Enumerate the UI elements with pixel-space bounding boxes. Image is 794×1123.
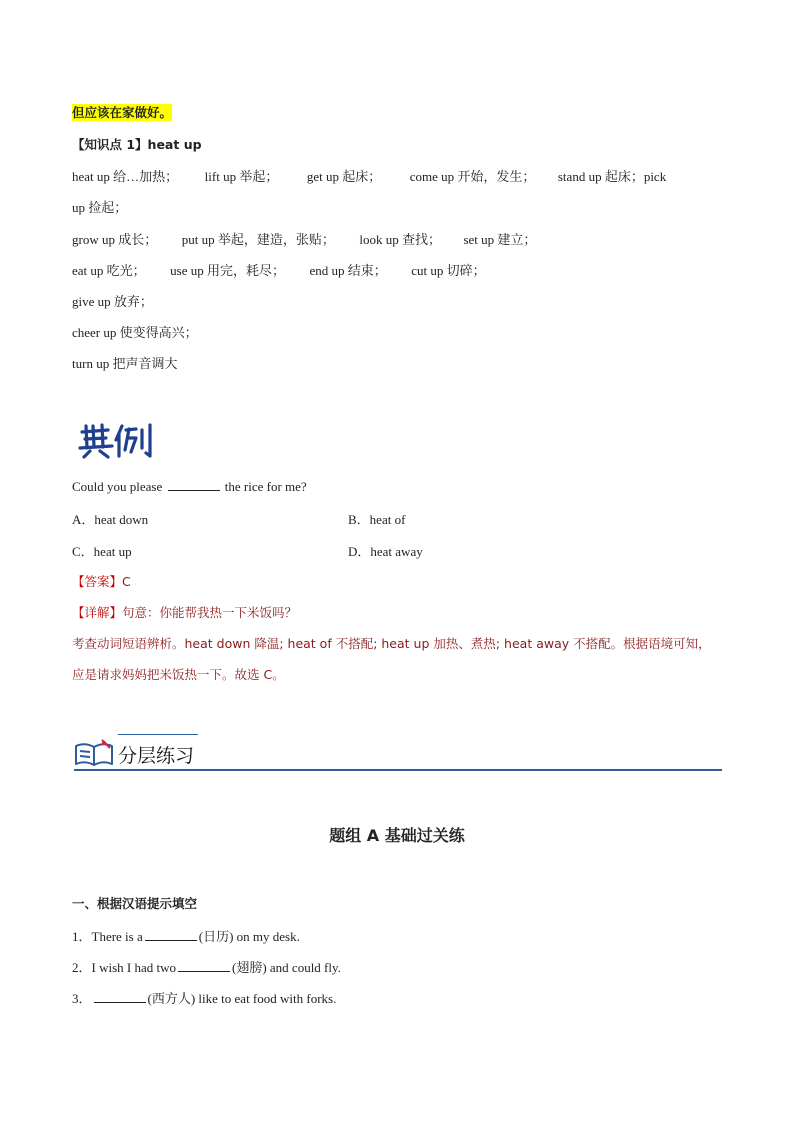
detail-line xyxy=(72,603,297,621)
phrase: end up 结束； xyxy=(309,263,387,278)
highlighted-note xyxy=(72,103,172,121)
item-number: 3． xyxy=(72,991,92,1006)
phrase: eat up 吃光； xyxy=(72,263,146,278)
item-text: (日历) on my desk. xyxy=(198,929,300,944)
item-number: 1．There is a xyxy=(72,929,143,944)
knowledge-row-1 xyxy=(72,166,666,185)
knowledge-row-2 xyxy=(72,197,127,216)
knowledge-row-4 xyxy=(72,260,486,279)
phrase: look up 查找； xyxy=(359,232,441,247)
phrase: get up 起床； xyxy=(306,169,382,184)
knowledge-row-6: cheer up 使变得高兴； xyxy=(72,325,198,340)
answer-value: C xyxy=(122,574,131,589)
option-c[interactable]: C．heat up xyxy=(72,544,132,559)
answer-blank[interactable] xyxy=(178,959,230,972)
section-title: 分层练习 xyxy=(118,745,195,767)
knowledge-row-3 xyxy=(72,229,536,248)
phrase: cut up 切碎； xyxy=(411,263,486,278)
example-logo xyxy=(76,420,156,464)
answer-label: 【答案】 xyxy=(72,574,123,589)
analysis-line-2: 应是请求妈妈把米饭热一下。故选 C。 xyxy=(72,667,285,682)
knowledge-heading: 【知识点 1】heat up xyxy=(72,137,202,152)
phrase: use up 用完，耗尽； xyxy=(170,263,285,278)
phrase: up 捡起； xyxy=(72,200,128,215)
section-top-rule xyxy=(118,734,198,735)
exercise-item-3 xyxy=(72,988,336,1007)
knowledge-row-7: turn up 把声音调大 xyxy=(72,356,178,371)
exercise-item-2 xyxy=(72,957,341,976)
question-text-before: Could you please xyxy=(72,479,163,494)
answer-blank[interactable] xyxy=(94,990,146,1003)
item-number: 2．I wish I had two xyxy=(72,960,176,975)
section-icon xyxy=(74,738,114,772)
phrase: stand up 起床；pick xyxy=(557,169,667,184)
analysis-line-1: 考查动词短语辨析。heat down 降温; heat of 不搭配; heat up 加热、煮热; heat away 不搭配。根据语境可知， xyxy=(72,636,711,651)
section-rule xyxy=(74,769,722,771)
phrase: grow up 成长； xyxy=(72,232,158,247)
item-text: (翅膀) and could fly. xyxy=(232,960,341,975)
example-logo-icon xyxy=(76,420,156,460)
phrase: set up 建立； xyxy=(463,232,537,247)
knowledge-row-5: give up 放弃； xyxy=(72,294,153,309)
answer-line xyxy=(72,572,131,590)
group-title: 题组 A 基础过关练 xyxy=(329,826,465,845)
open-book-icon xyxy=(74,738,114,768)
phrase: put up 举起，建造，张贴； xyxy=(181,232,335,247)
option-a[interactable]: A．heat down xyxy=(72,512,149,527)
question-text-after: the rice for me? xyxy=(224,479,307,494)
question-blank[interactable] xyxy=(168,478,220,491)
phrase: heat up 给…加热； xyxy=(72,169,179,184)
detail-label: 【详解】 xyxy=(72,605,123,620)
phrase: lift up 举起； xyxy=(204,169,279,184)
detail-text: 句意：你能帮我热一下米饭吗？ xyxy=(122,605,298,620)
answer-blank[interactable] xyxy=(145,928,197,941)
phrase: come up 开始，发生； xyxy=(409,169,536,184)
option-b[interactable]: B．heat of xyxy=(348,512,406,527)
part-heading: 一、根据汉语提示填空 xyxy=(72,896,198,911)
exercise-item-1 xyxy=(72,926,300,945)
highlighted-note-text: 但应该在家做好。 xyxy=(72,105,173,120)
example-question xyxy=(72,478,307,495)
option-d[interactable]: D．heat away xyxy=(348,544,423,559)
item-text: (西方人) like to eat food with forks. xyxy=(147,991,337,1006)
